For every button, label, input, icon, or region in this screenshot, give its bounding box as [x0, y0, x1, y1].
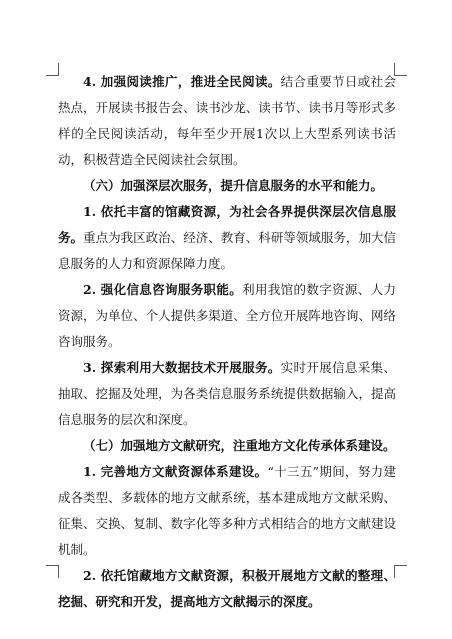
section-heading: [58, 433, 396, 459]
paragraph: [58, 277, 396, 355]
paragraph-heading: 1. 完善地方文献资源体系建设。: [83, 464, 268, 479]
paragraph: [58, 563, 396, 615]
document-body: [58, 69, 396, 615]
paragraph-heading: （六）加强深层次服务，提升信息服务的水平和能力。: [83, 178, 384, 193]
paragraph-heading: （七）加强地方文献研究，注重地方文化传承体系建设。: [83, 438, 396, 453]
paragraph: [58, 459, 396, 563]
paragraph-heading: 2. 强化信息咨询服务职能。: [83, 282, 243, 297]
paragraph-text: 实时开展信息采集、抽取、挖掘及处理，为各类信息服务系统提供数据输入，提高信息服务的层次和深度。: [58, 360, 396, 427]
paragraph-text: “十三五”期间，努力建成各类型、多载体的地方文献系统，基本建成地方文献采购、征集、交换、复制、数字化等多种方式相结合的地方文献建设机制。: [58, 464, 397, 557]
paragraph: [58, 199, 396, 277]
paragraph-text: 重点为我区政治、经济、教育、科研等领域服务，加大信息服务的人力和资源保障力度。: [58, 230, 396, 271]
paragraph-text: 利用我馆的数字资源、人力资源，为单位、个人提供多渠道、全方位开展阵地咨询、网络咨询服务。: [58, 282, 396, 349]
paragraph-heading: 1. 依托丰富的馆藏资源，为社会各界提供深层次信息服务。: [58, 204, 396, 245]
section-heading: [58, 173, 396, 199]
paragraph: [58, 355, 396, 433]
paragraph-heading: 2. 依托馆藏地方文献资源，积极开展地方文献的整理、挖掘、研究和开发，提高地方文献揭示的深度。: [58, 568, 396, 609]
paragraph: [58, 69, 396, 173]
paragraph-heading: 4. 加强阅读推广，推进全民阅读。: [83, 74, 281, 89]
paragraph-heading: 3. 探索利用大数据技术开展服务。: [83, 360, 281, 375]
paragraph-text: 结合重要节日或社会热点，开展读书报告会、读书沙龙、读书节、读书月等形式多样的全民阅读活动，每年至少开展1次以上大型系列读书活动，积极营造全民阅读社会氛围。: [58, 74, 396, 167]
